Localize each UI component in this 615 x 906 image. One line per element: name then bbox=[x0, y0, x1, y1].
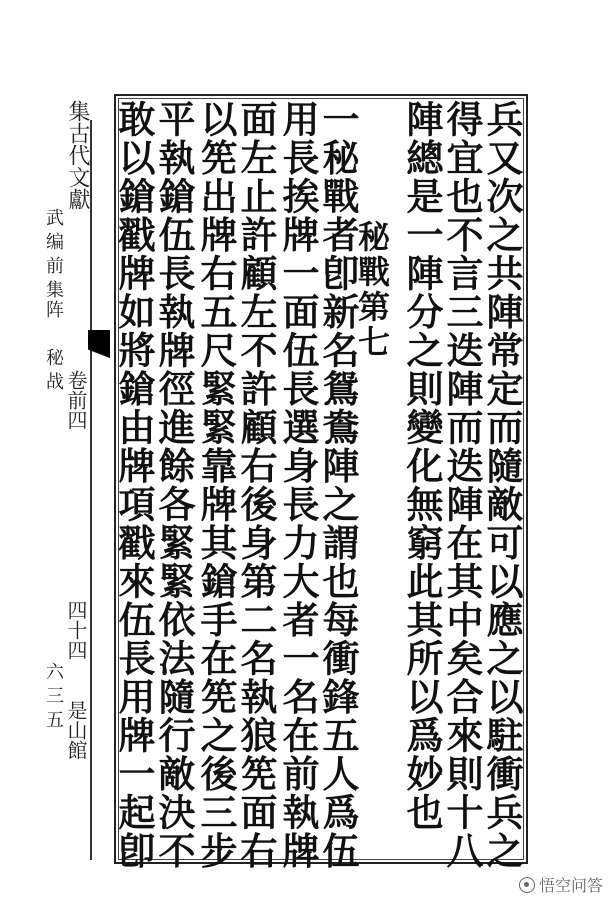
page-number: 六三五 bbox=[43, 662, 64, 734]
volume-label: 卷前四 bbox=[64, 370, 88, 430]
text-column-7: 面左止許顧左不許顧右後身第二名執狼筅面右 bbox=[234, 100, 278, 870]
text-column-6: 用長挨牌一面伍長選身長力大者一名在前執牌 bbox=[276, 100, 320, 870]
section-heading: 秘戰第七 bbox=[353, 220, 391, 360]
section-label: 阵 bbox=[43, 300, 64, 324]
page-marker: 四十四 bbox=[64, 600, 88, 660]
chapter-label: 秘战 bbox=[43, 348, 64, 396]
watermark-text: 悟空问答 bbox=[538, 876, 603, 895]
watermark bbox=[519, 873, 603, 896]
margin-title: 集古代文獻 bbox=[65, 100, 90, 210]
text-column-8: 以筅出牌右五尺緊緊靠牌其鎗手在筅之後三步 bbox=[194, 100, 238, 870]
text-column-1: 兵又次之共陣常定而隨敵可以應之以駐衝兵之 bbox=[480, 100, 524, 870]
publisher-label: 是山館 bbox=[64, 700, 88, 760]
text-column-3: 陣總是一陣分之則變化無窮此其所以爲妙也 bbox=[400, 100, 444, 832]
series-label: 武编前集 bbox=[43, 208, 64, 304]
text-column-2: 得宜也不言三迭陣而迭陣在其中矣合來則十八 bbox=[440, 100, 484, 870]
text-column-10: 敢以鎗戳牌如將鎗由牌項戳來伍長用牌一起卽 bbox=[112, 100, 156, 870]
chat-bubble-icon bbox=[519, 877, 535, 893]
text-column-9: 平執鎗伍長執牌徑進餘各緊緊依法隨行敵決不 bbox=[152, 100, 196, 870]
text-column-5: 一秘戰者卽新名鴛鴦陣之謂也每衝鋒五人爲伍 bbox=[316, 100, 360, 870]
